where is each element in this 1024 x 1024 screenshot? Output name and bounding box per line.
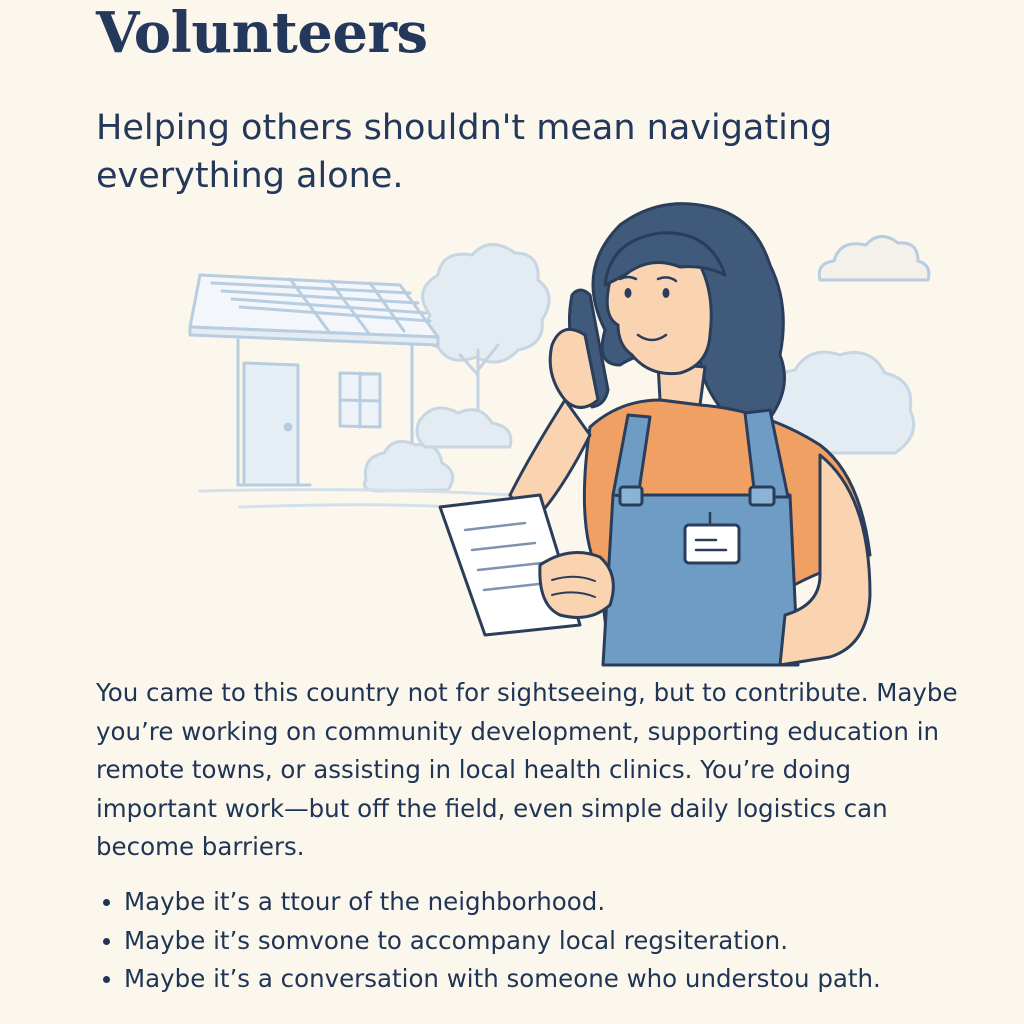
list-item xyxy=(96,883,976,922)
list-item xyxy=(96,960,976,999)
intro-paragraph: You came to this country not for sightseeing, but to contribute. Maybe you’re working on community development, supporting education in remote towns, or assisting in local health clinics. You’re doing important work—but off the field, even simple daily logistics can become barriers. xyxy=(96,678,958,861)
volunteer-illustration xyxy=(180,195,940,670)
bullet-icon xyxy=(103,938,110,945)
cloud-icon xyxy=(819,236,929,280)
bullet-icon xyxy=(103,976,110,983)
page-subtitle: Helping others shouldn't mean navigating everything alone. xyxy=(96,108,833,196)
bullet-list xyxy=(96,883,976,999)
list-item-text: Maybe it’s somvone to accompany local regsiteration. xyxy=(124,925,788,955)
window-icon xyxy=(340,373,380,427)
name-badge-icon xyxy=(685,525,739,563)
tree-icon xyxy=(423,244,549,362)
bullet-icon xyxy=(103,899,110,906)
overalls xyxy=(603,495,798,665)
list-item-text: Maybe it’s a ttour of the neighborhood. xyxy=(124,887,606,916)
page-title: Volunteers xyxy=(96,0,428,66)
list-item-text: Maybe it’s a conversation with someone who understou path. xyxy=(124,964,881,993)
list-item xyxy=(96,922,976,961)
